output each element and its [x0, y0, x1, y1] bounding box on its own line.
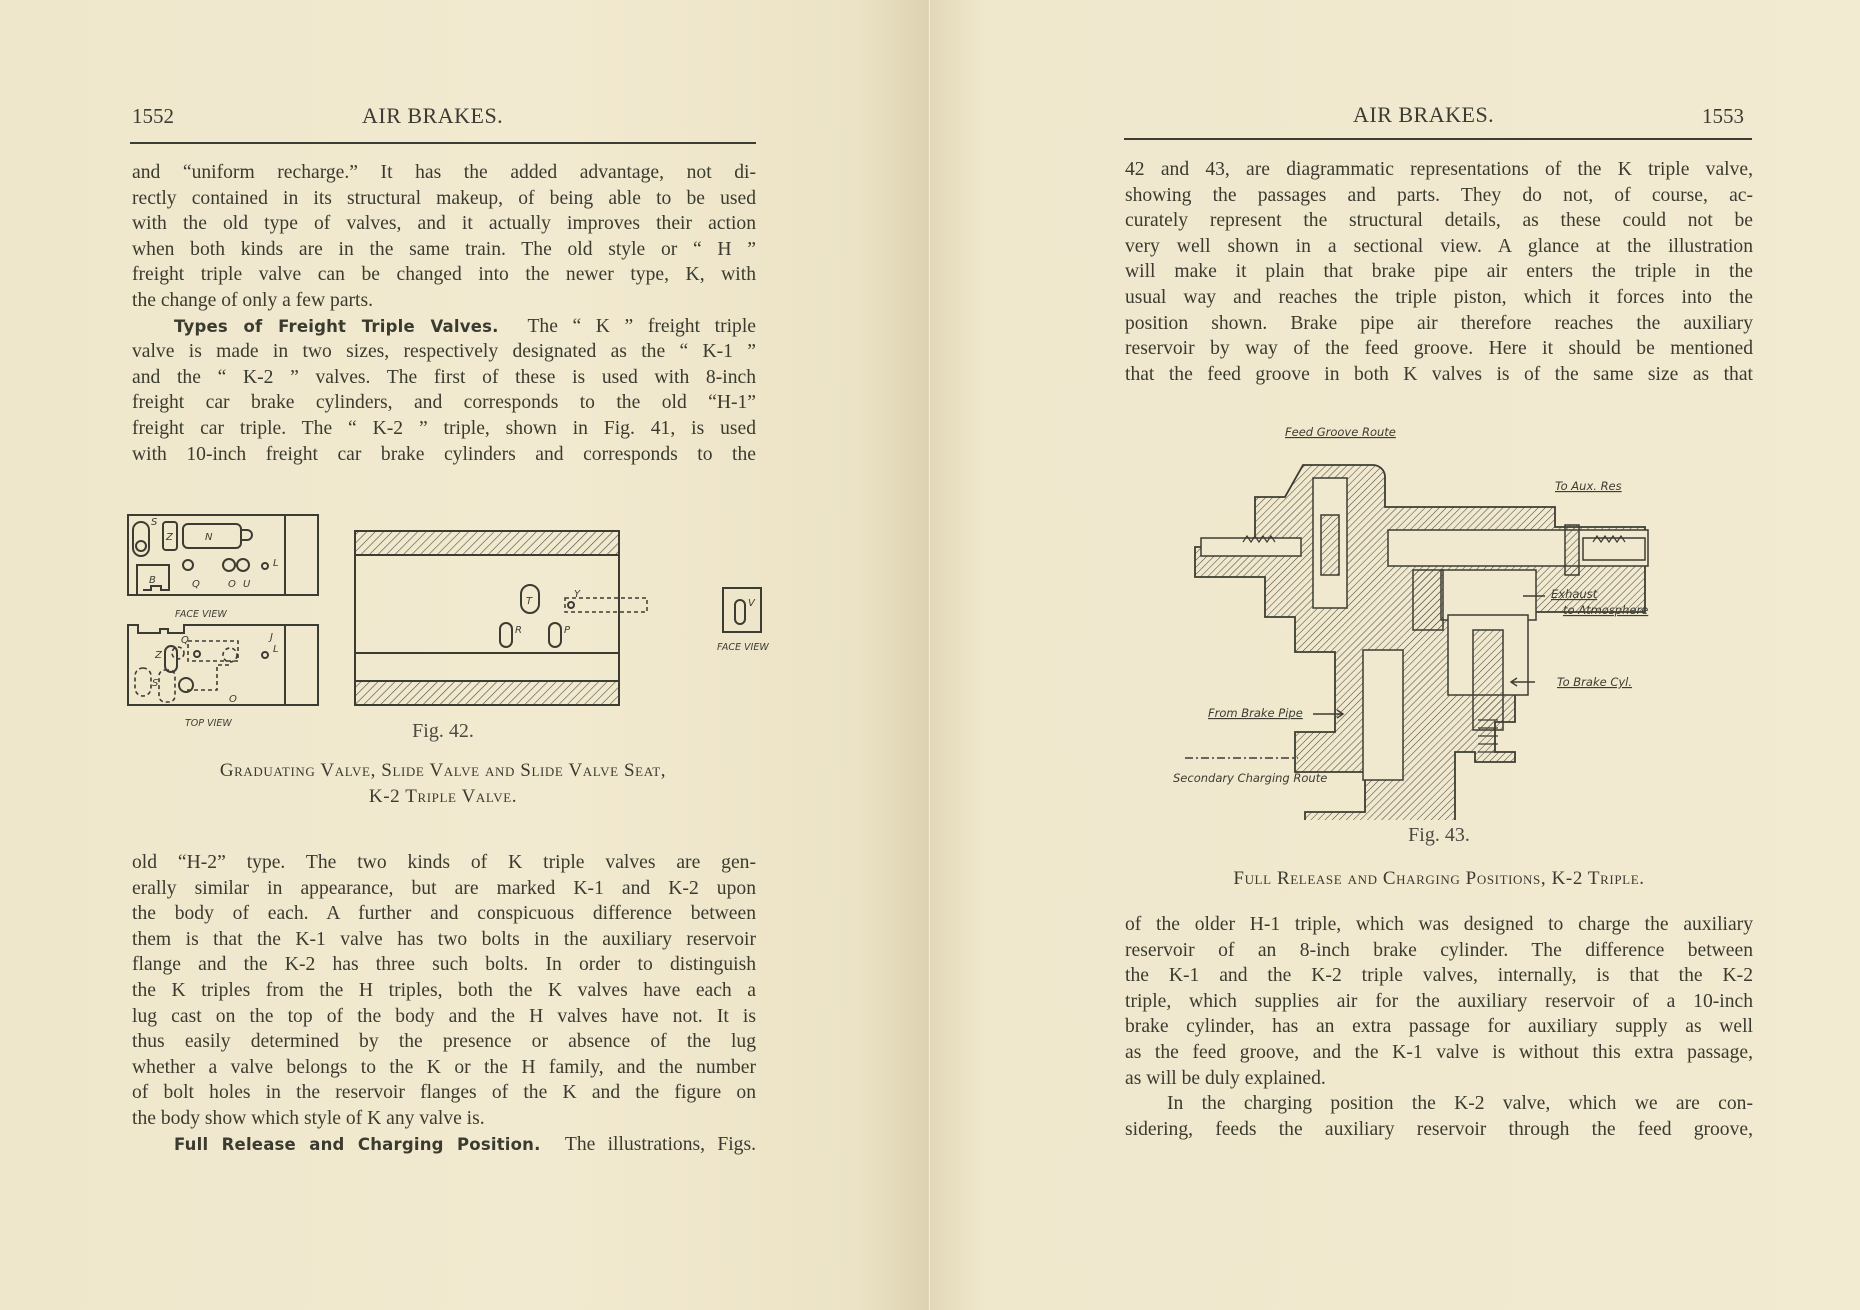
top-view-graduating-valve: [128, 625, 318, 705]
text-line: them is that the K-1 valve has two bolts in the auxiliary reservoir: [132, 928, 756, 950]
text-line: showing the passages and parts. They do not, of course, ac-: [1125, 184, 1753, 206]
running-head-right: AIR BRAKES.: [1353, 102, 1495, 127]
face-view-slide-valve: [723, 588, 761, 632]
svg-text:FACE VIEW: FACE VIEW: [175, 609, 227, 620]
text-line: In the charging position the K-2 valve, which we are con-: [1167, 1093, 1753, 1115]
svg-text:Secondary Charging Route: Secondary Charging Route: [1173, 771, 1328, 785]
figure-42-label: Fig. 42.: [412, 720, 474, 742]
right-paragraph-2: [1125, 912, 1753, 1142]
page-number-right: 1553: [1702, 104, 1744, 128]
svg-text:O: O: [229, 694, 237, 705]
text-line: usual way and reaches the triple piston, which it forces into the: [1125, 286, 1753, 308]
text-line: of bolt holes in the reservoir flanges of the K and the figure on: [132, 1082, 756, 1104]
figure-43-caption: Full Release and Charging Positions, K-2 Triple.: [1233, 868, 1645, 889]
text-line: freight triple valve can be changed into the newer type, K, with: [132, 264, 756, 286]
svg-text:L: L: [273, 644, 279, 655]
svg-text:Exhaust: Exhaust: [1551, 587, 1598, 601]
svg-text:V: V: [748, 598, 755, 609]
svg-text:S: S: [151, 517, 158, 528]
text-line: will make it plain that brake pipe air enters the triple in the: [1125, 261, 1753, 283]
svg-text:Z: Z: [155, 650, 162, 661]
page-number-left: 1552: [132, 104, 174, 128]
right-paragraph-1: [1125, 157, 1753, 387]
text-line: the body show which style of K any valve is.: [132, 1107, 485, 1129]
svg-text:B: B: [149, 575, 156, 586]
text-line: with the old type of valves, and it actually improves their action: [132, 213, 756, 235]
text-line: very well shown in a sectional view. A glance at the illustration: [1125, 235, 1753, 257]
text-line: as will be duly explained.: [1125, 1067, 1326, 1089]
text-line: Full Release and Charging Position. The illustrations, Figs.: [174, 1133, 756, 1155]
svg-text:R: R: [515, 625, 522, 636]
text-line: that the feed groove in both K valves is of the same size as that: [1125, 363, 1753, 385]
text-line: the body of each. A further and conspicuous difference between: [132, 903, 756, 925]
figure-43-diagram: [1173, 420, 1733, 820]
left-paragraph-1: [132, 160, 756, 467]
text-line: curately represent the structural details, as these could not be: [1125, 210, 1753, 232]
triple-valve-body: [1195, 465, 1645, 820]
text-line: the K-1 and the K-2 triple valves, internally, is that the K-2: [1125, 965, 1753, 987]
svg-text:Q: Q: [192, 579, 200, 590]
text-line: and “uniform recharge.” It has the added advantage, not di-: [132, 162, 756, 183]
right-page: [930, 0, 1860, 1310]
svg-text:O: O: [228, 579, 236, 590]
figure-42-caption-line-1: Graduating Valve, Slide Valve and Slide Valve Seat,: [219, 760, 667, 781]
text-line: brake cylinder, has an extra passage for auxiliary supply as well: [1125, 1016, 1753, 1038]
text-line: freight car triple. The “ K-2 ” triple, shown in Fig. 41, is used: [132, 417, 756, 439]
text-line: sidering, feeds the auxiliary reservoir through the feed groove,: [1125, 1118, 1753, 1140]
slide-valve-seat: [355, 531, 647, 705]
text-line: Types of Freight Triple Valves. The “ K ” freight triple: [174, 315, 756, 337]
text-line: as the feed groove, and the K-1 valve is without this extra passage,: [1125, 1041, 1753, 1063]
svg-text:Y: Y: [574, 589, 581, 600]
text-line: reservoir by way of the feed groove. Here it should be mentioned: [1125, 338, 1753, 360]
svg-text:FACE VIEW: FACE VIEW: [717, 642, 769, 653]
text-line: and the “ K-2 ” valves. The first of these is used with 8-inch: [132, 366, 756, 388]
text-line: valve is made in two sizes, respectively designated as the “ K-1 ”: [132, 341, 756, 363]
header-rule-right: [1124, 138, 1752, 140]
left-paragraph-3: [132, 850, 756, 1157]
svg-text:J: J: [270, 632, 273, 643]
text-line: position shown. Brake pipe air therefore reaches the auxiliary: [1125, 312, 1753, 334]
svg-text:From Brake Pipe: From Brake Pipe: [1208, 706, 1303, 720]
text-line: flange and the K-2 has three such bolts. In order to distinguish: [132, 954, 756, 976]
text-line: of the older H-1 triple, which was designed to charge the auxiliary: [1125, 914, 1753, 935]
running-head-left: AIR BRAKES.: [362, 103, 504, 128]
text-line: with 10-inch freight car brake cylinders and corresponds to the: [132, 443, 756, 465]
text-line: the change of only a few parts.: [132, 289, 374, 311]
svg-text:U: U: [243, 579, 251, 590]
svg-text:Q: Q: [181, 635, 189, 646]
svg-text:to Atmosphere: to Atmosphere: [1563, 603, 1649, 617]
text-line: old “H-2” type. The two kinds of K triple valves are gen-: [132, 852, 756, 873]
text-line: lug cast on the top of the body and the H valves have not. It is: [132, 1005, 756, 1027]
text-line: erally similar in appearance, but are marked K-1 and K-2 upon: [132, 877, 756, 899]
text-line: 42 and 43, are diagrammatic representations of the K triple valve,: [1125, 159, 1753, 180]
text-line: rectly contained in its structural makeup, of being able to be used: [132, 187, 756, 209]
section-heading-full-release: Full Release and Charging Position.: [174, 1134, 541, 1154]
text-line: reservoir of an 8-inch brake cylinder. The difference between: [1125, 939, 1753, 961]
svg-text:Z: Z: [166, 532, 173, 543]
text-line: triple, which supplies air for the auxiliary reservoir of a 10-inch: [1125, 990, 1753, 1012]
svg-text:N: N: [205, 532, 213, 543]
section-heading-types: Types of Freight Triple Valves.: [174, 316, 499, 336]
svg-text:S: S: [152, 678, 159, 689]
svg-text:T: T: [526, 596, 533, 607]
figure-42-caption-line-2: K-2 Triple Valve.: [368, 786, 518, 807]
svg-text:TOP VIEW: TOP VIEW: [185, 718, 232, 729]
svg-text:P: P: [564, 625, 571, 636]
svg-text:To Brake Cyl.: To Brake Cyl.: [1557, 675, 1633, 689]
text-line: when both kinds are in the same train. The old style or “ H ”: [132, 238, 756, 260]
figure-42-diagram: [125, 510, 785, 730]
svg-text:To Aux. Res: To Aux. Res: [1555, 479, 1622, 493]
text-line: the K triples from the H triples, both the K valves have each a: [132, 979, 756, 1001]
header-rule-left: [130, 142, 756, 144]
figure-43-label: Fig. 43.: [1408, 824, 1470, 846]
svg-text:L: L: [273, 558, 279, 569]
svg-text:Feed Groove Route: Feed Groove Route: [1285, 425, 1396, 439]
text-line: whether a valve belongs to the K or the H family, and the number: [132, 1056, 756, 1078]
text-line: thus easily determined by the presence or absence of the lug: [132, 1031, 756, 1053]
text-line: freight car brake cylinders, and corresponds to the old “H-1”: [132, 392, 756, 414]
